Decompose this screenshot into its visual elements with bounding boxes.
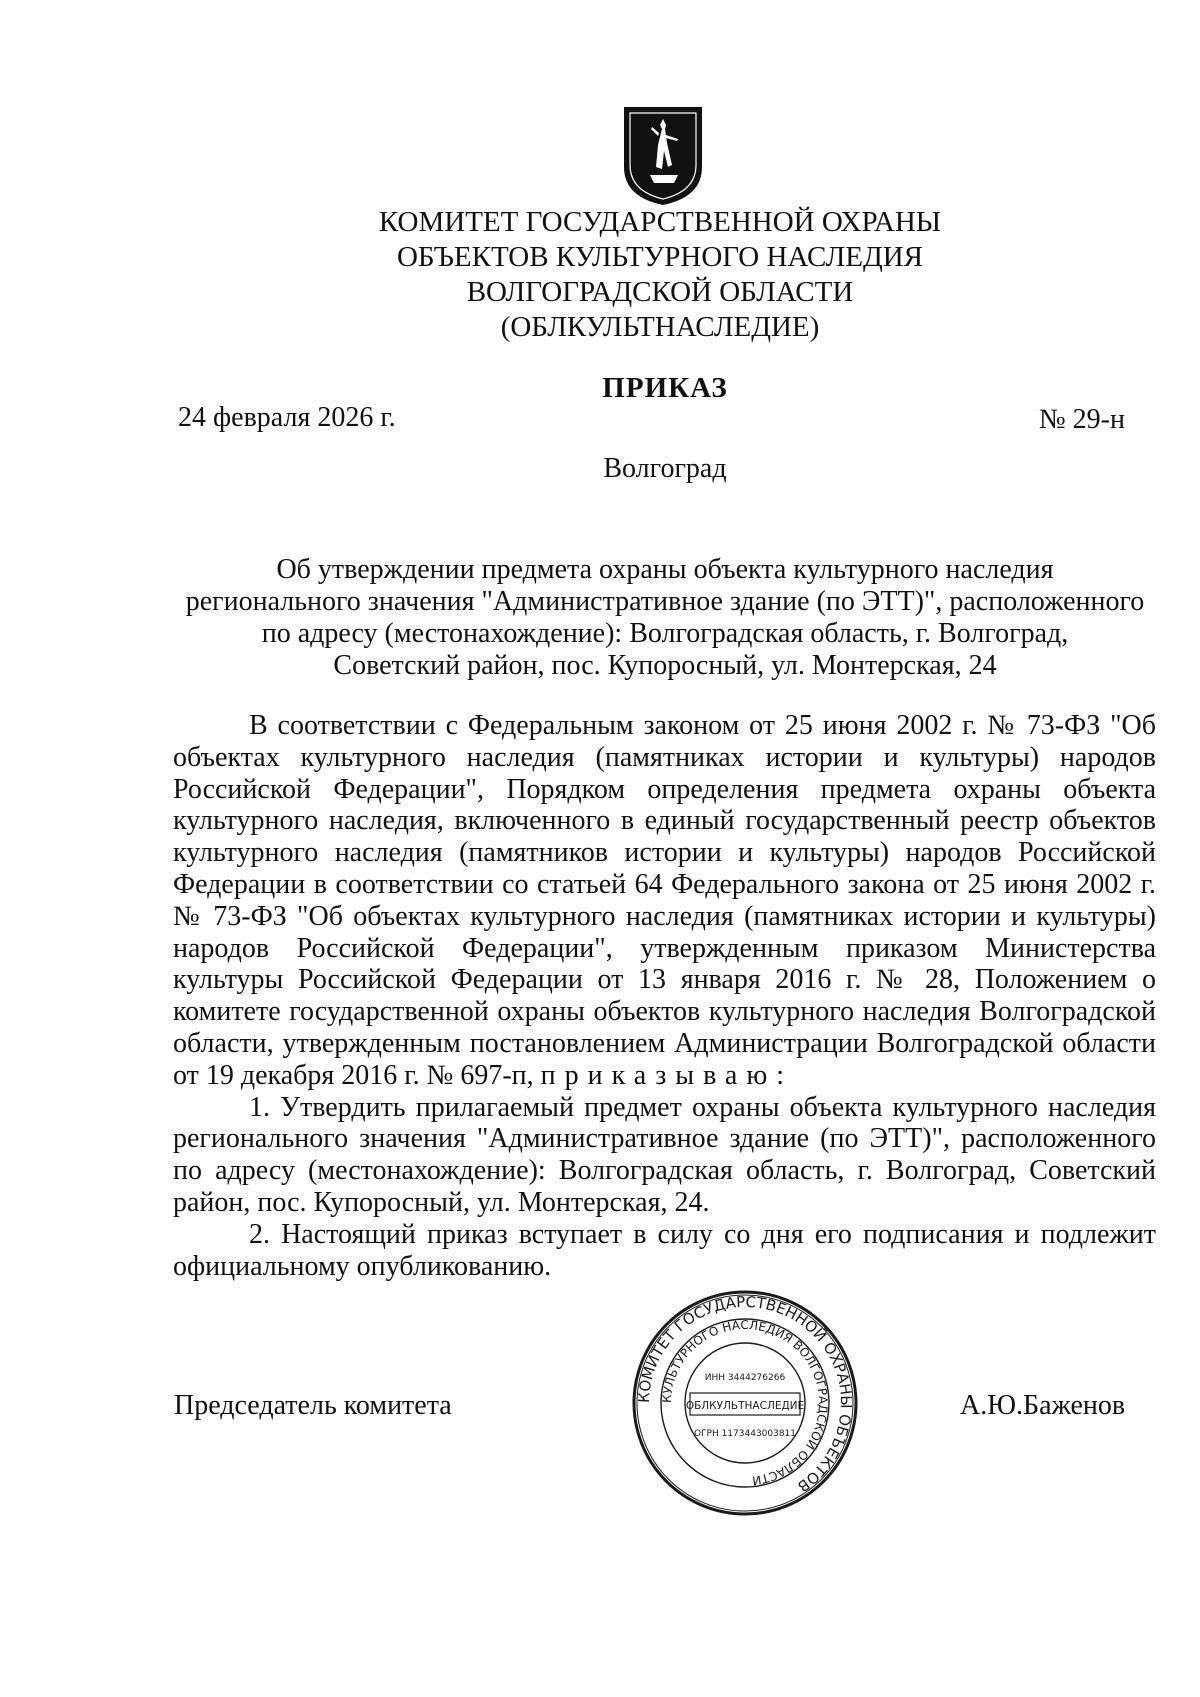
volgograd-coat-of-arms-emblem <box>622 105 704 207</box>
stamp-outer-ring-text: КОМИТЕТ ГОСУДАРСТВЕННОЙ ОХРАНЫ ОБЪЕКТОВ <box>634 1292 856 1496</box>
org-line-2: ОБЪЕКТОВ КУЛЬТУРНОГО НАСЛЕДИЯ <box>396 241 924 273</box>
order-number: № 29-н <box>1038 404 1125 435</box>
org-line-3: ВОЛГОГРАДСКОЙ ОБЛАСТИ <box>466 276 854 308</box>
org-line-4: (ОБЛКУЛЬТНАСЛЕДИЕ) <box>500 311 820 343</box>
order-city: Волгоград <box>603 453 727 484</box>
subject-line-3: по адресу (местонахождение): Волгоградская область, г. Волгоград, <box>261 618 1069 649</box>
stamp-ogrn: ОГРН 1173443003811 <box>693 1429 797 1439</box>
subject-line-2: регионального значения "Административное здание (по ЭТТ)", расположенного <box>185 586 1145 617</box>
item-2-paragraph: 2. Настоящий приказ вступает в силу со дня его подписания и подлежит официальному опубликованию. <box>173 1218 1156 1282</box>
order-date: 24 февраля 2026 г. <box>178 402 396 433</box>
stamp-inn: ИНН 3444276266 <box>704 1373 786 1383</box>
organization-header <box>300 205 1020 345</box>
subject-line-4: Советский район, пос. Купоросный, ул. Монтерская, 24 <box>333 650 997 681</box>
decree-word: приказываю: <box>540 1059 794 1091</box>
item-1-paragraph: 1. Утвердить прилагаемый предмет охраны объекта культурного наследия регионального значения "Административное здание (по ЭТТ)", расположенного по адресу (местонахождение): Волгоградская область, г. Волгоград, Советский район, пос. Купоросный, ул. Монтерская, 24. <box>173 1091 1156 1218</box>
subject-line-1: Об утверждении предмета охраны объекта культурного наследия <box>276 554 1054 585</box>
stamp-inner-ring-text: КУЛЬТУРНОГО НАСЛЕДИЯ ВОЛГОГРАДСКОЙ ОБЛАСТИ <box>659 1317 831 1488</box>
stamp-center-text: ОБЛКУЛЬТНАСЛЕДИЕ <box>685 1400 805 1412</box>
preamble-text: В соответствии с Федеральным законом от 25 июня 2002 г. № 73-ФЗ "Об объектах культурного наследия (памятниках истории и культуры) народов Российской Федерации", Порядком определения предмета охраны объекта культурного наследия, включенного в единый государственный реестр объектов культурного наследия (памятников истории и культуры) народов Российской Федерации в соответствии со статьей 64 Федерального закона от 25 июня 2002 г. № 73-ФЗ "Об объектах культурного наследия (памятниках истории и культуры) народов Российской Федерации", утвержденным приказом Министерства культуры Российской Федерации от 13 января 2016 г. № 28, Положением о комитете государственной охраны объектов культурного наследия Волгоградской области, утвержденным постановлением Администрации Волгоградской области от 19 декабря 2016 г. № 697-п, <box>173 710 1156 1091</box>
signatory-name: А.Ю.Баженов <box>960 1390 1126 1421</box>
official-seal-stamp <box>630 1288 860 1518</box>
org-line-1: КОМИТЕТ ГОСУДАРСТВЕННОЙ ОХРАНЫ <box>378 206 942 238</box>
preamble-paragraph <box>173 710 1156 1092</box>
order-title: ПРИКАЗ <box>602 372 728 404</box>
order-body <box>173 710 1156 1282</box>
order-subject <box>172 554 1158 682</box>
signatory-role: Председатель комитета <box>174 1390 452 1421</box>
